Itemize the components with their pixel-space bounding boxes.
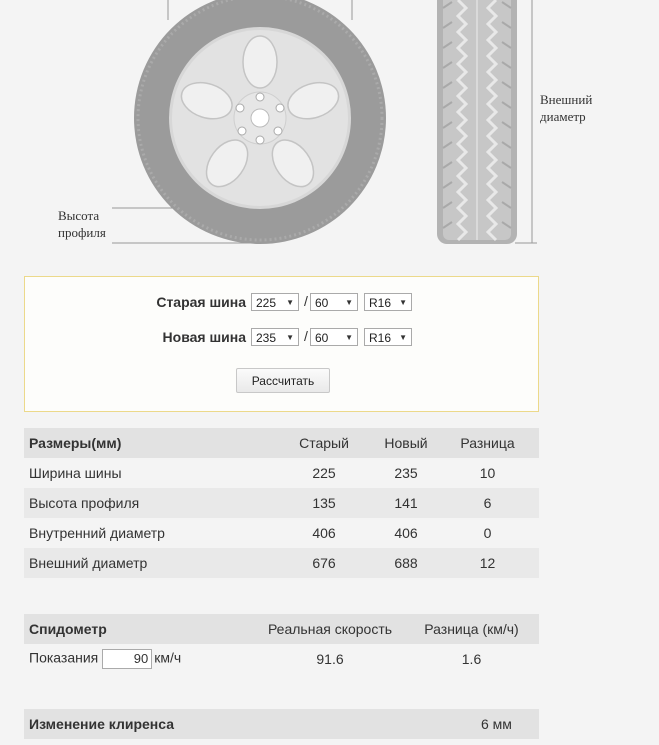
new-value: 406 <box>376 518 436 548</box>
row-label: Внешний диаметр <box>24 548 272 578</box>
tire-tread-view <box>437 0 517 244</box>
chevron-down-icon: ▼ <box>286 333 294 342</box>
old-value: 135 <box>272 488 376 518</box>
new-value: 235 <box>376 458 436 488</box>
speed-reading-input[interactable]: 90 <box>102 649 152 669</box>
profile-height-label-line: профиля <box>58 225 106 240</box>
size-separator: / <box>304 328 308 344</box>
table-row <box>24 458 539 488</box>
table-row <box>24 644 539 674</box>
reading-cell <box>24 644 256 674</box>
outer-diameter-label-line: диаметр <box>540 109 586 124</box>
dimensions-table <box>24 428 539 578</box>
wheel-side-view <box>134 0 386 244</box>
new-tire-profile-value: 60 <box>315 331 329 345</box>
clearance-value: 6 мм <box>439 709 539 739</box>
clearance-row <box>24 709 539 739</box>
chevron-down-icon: ▼ <box>345 298 353 307</box>
old-tire-rim-select[interactable] <box>364 293 412 311</box>
speed-unit: км/ч <box>154 649 182 666</box>
new-tire-width-value: 235 <box>256 331 277 345</box>
tire-diagram <box>0 0 659 260</box>
new-tire-label: Новая шина <box>162 329 246 345</box>
old-tire-profile-select[interactable] <box>310 293 358 311</box>
row-label: Внутренний диаметр <box>24 518 272 548</box>
old-value: 676 <box>272 548 376 578</box>
clearance-table <box>24 709 539 739</box>
dimensions-header: Новый <box>376 428 436 458</box>
real-speed-header: Реальная скорость <box>256 614 404 644</box>
table-row <box>24 518 539 548</box>
speedometer-header: Спидометр <box>24 614 256 644</box>
old-tire-width-select[interactable] <box>251 293 299 311</box>
new-tire-row <box>0 327 246 349</box>
new-tire-rim-value: R16 <box>369 331 392 345</box>
dimensions-header: Разница <box>436 428 539 458</box>
chevron-down-icon: ▼ <box>345 333 353 342</box>
dimensions-header: Старый <box>272 428 376 458</box>
size-separator: / <box>304 293 308 309</box>
profile-height-label-line: Высота <box>58 208 100 223</box>
difference-value: 10 <box>436 458 539 488</box>
dimensions-header-row <box>24 428 539 458</box>
new-value: 141 <box>376 488 436 518</box>
row-label: Ширина шины <box>24 458 272 488</box>
old-tire-label: Старая шина <box>156 294 246 310</box>
old-tire-width-value: 225 <box>256 296 277 310</box>
reading-label: Показания <box>29 649 99 666</box>
old-tire-row <box>0 292 246 314</box>
chevron-down-icon: ▼ <box>399 298 407 307</box>
difference-value: 0 <box>436 518 539 548</box>
speedometer-table <box>24 614 539 674</box>
table-row <box>24 488 539 518</box>
old-tire-profile-value: 60 <box>315 296 329 310</box>
outer-diameter-label <box>540 91 592 125</box>
difference-value: 6 <box>436 488 539 518</box>
calculate-button[interactable]: Рассчитать <box>236 368 330 393</box>
chevron-down-icon: ▼ <box>286 298 294 307</box>
clearance-label: Изменение клиренса <box>24 709 439 739</box>
old-value: 406 <box>272 518 376 548</box>
new-value: 688 <box>376 548 436 578</box>
new-tire-rim-select[interactable] <box>364 328 412 346</box>
speed-difference-value: 1.6 <box>404 644 539 674</box>
row-label: Высота профиля <box>24 488 272 518</box>
old-tire-rim-value: R16 <box>369 296 392 310</box>
old-value: 225 <box>272 458 376 488</box>
difference-value: 12 <box>436 548 539 578</box>
outer-diameter-label-line: Внешний <box>540 92 593 107</box>
speedometer-header-row <box>24 614 539 644</box>
speed-difference-header: Разница (км/ч) <box>404 614 539 644</box>
dimensions-header: Размеры(мм) <box>24 428 272 458</box>
real-speed-value: 91.6 <box>256 644 404 674</box>
new-tire-profile-select[interactable] <box>310 328 358 346</box>
profile-height-label <box>58 207 106 241</box>
new-tire-width-select[interactable] <box>251 328 299 346</box>
chevron-down-icon: ▼ <box>399 333 407 342</box>
table-row <box>24 548 539 578</box>
